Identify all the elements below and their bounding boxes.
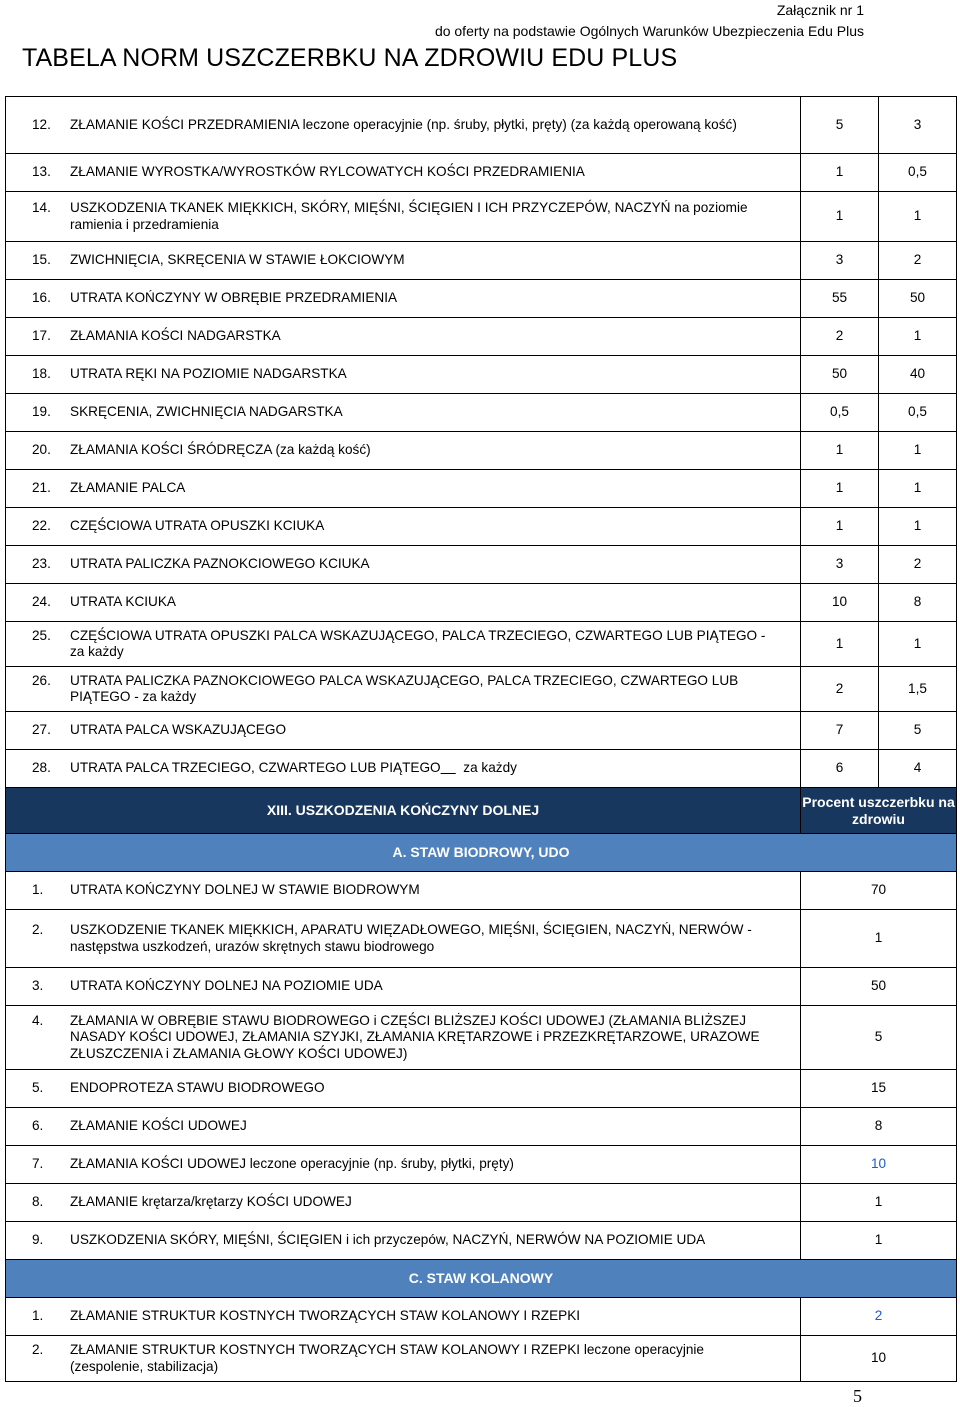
percent-value: 1 <box>801 910 957 968</box>
value-col-2: 2 <box>879 242 957 280</box>
row-label: ZŁAMANIA KOŚCI ŚRÓDRĘCZA (za każdą kość) <box>70 442 371 458</box>
row-number: 1. <box>32 1308 44 1324</box>
rows-section-a <box>6 872 957 1260</box>
row-description <box>6 546 801 584</box>
row-label: ZŁAMANIE KOŚCI PRZEDRAMIENIA leczone operacyjnie (np. śruby, płytki, pręty) (za każdą operowaną kość) <box>70 116 737 132</box>
value-col-1: 0,5 <box>801 394 879 432</box>
value-col-2: 1 <box>879 470 957 508</box>
row-label: UTRATA PALICZKA PAZNOKCIOWEGO KCIUKA <box>70 556 370 572</box>
percent-header: Procent uszczerbku na zdrowiu <box>801 788 957 834</box>
value-col-2: 8 <box>879 584 957 622</box>
value-col-1: 2 <box>801 318 879 356</box>
table-row <box>6 154 957 192</box>
row-number: 16. <box>32 290 51 306</box>
section-c-title: C. STAW KOLANOWY <box>6 1260 957 1298</box>
value-col-2: 1 <box>879 622 957 667</box>
percent-value: 10 <box>801 1146 957 1184</box>
table-row <box>6 97 957 154</box>
row-label: UTRATA KOŃCZYNY DOLNEJ NA POZIOMIE UDA <box>70 978 383 994</box>
row-number: 19. <box>32 404 51 420</box>
value-col-1: 3 <box>801 242 879 280</box>
section-a-title: A. STAW BIODROWY, UDO <box>6 834 957 872</box>
row-number: 26. <box>32 672 51 688</box>
row-description <box>6 470 801 508</box>
row-label: UTRATA RĘKI NA POZIOMIE NADGARSTKA <box>70 366 347 382</box>
row-number: 17. <box>32 328 51 344</box>
row-description <box>6 318 801 356</box>
row-label: UTRATA KCIUKA <box>70 594 176 610</box>
table-row <box>6 242 957 280</box>
row-label-main: UTRATA PALCA TRZECIEGO, CZWARTEGO LUB PIĄTEGO <box>70 760 441 776</box>
row-number: 7. <box>32 1156 44 1172</box>
row-description <box>6 584 801 622</box>
row-description <box>6 1222 801 1260</box>
row-label-gap <box>441 760 456 775</box>
row-number: 24. <box>32 594 51 610</box>
row-label: UTRATA PALICZKA PAZNOKCIOWEGO PALCA WSKAZUJĄCEGO, PALCA TRZECIEGO, CZWARTEGO LUB PIĄTEGO - za każdy <box>70 672 739 704</box>
row-number: 20. <box>32 442 51 458</box>
value-col-1: 1 <box>801 470 879 508</box>
table-row <box>6 750 957 788</box>
value-col-1: 1 <box>801 508 879 546</box>
percent-value: 2 <box>801 1298 957 1336</box>
page-title: TABELA NORM USZCZERBKU NA ZDROWIU EDU PLUS <box>22 44 678 72</box>
value-col-1: 1 <box>801 622 879 667</box>
value-col-2: 5 <box>879 712 957 750</box>
table-row <box>6 470 957 508</box>
row-description <box>6 154 801 192</box>
table-row <box>6 1070 957 1108</box>
row-description <box>6 910 801 968</box>
value-col-2: 50 <box>879 280 957 318</box>
row-number: 2. <box>32 1342 44 1357</box>
row-label: ZŁAMANIE PALCA <box>70 480 186 496</box>
rows-a-body <box>6 97 957 622</box>
row-number: 6. <box>32 1118 44 1134</box>
row-description <box>6 872 801 910</box>
table-row <box>6 432 957 470</box>
row-label: ZWICHNIĘCIA, SKRĘCENIA W STAWIE ŁOKCIOWYM <box>70 252 405 268</box>
row-description <box>6 394 801 432</box>
table-row <box>6 584 957 622</box>
value-col-2: 1 <box>879 432 957 470</box>
row-number: 14. <box>32 200 51 215</box>
row-label: ZŁAMANIA KOŚCI UDOWEJ leczone operacyjnie (np. śruby, płytki, pręty) <box>70 1156 514 1172</box>
row-label: ZŁAMANIE krętarza/krętarzy KOŚCI UDOWEJ <box>70 1194 352 1210</box>
row-number: 13. <box>32 164 51 180</box>
row-description <box>6 192 801 242</box>
section-c-header <box>6 1260 957 1298</box>
row-label: CZĘŚCIOWA UTRATA OPUSZKI PALCA WSKAZUJĄCEGO, PALCA TRZECIEGO, CZWARTEGO LUB PIĄTEGO - za każdy <box>70 627 766 659</box>
row-label: CZĘŚCIOWA UTRATA OPUSZKI KCIUKA <box>70 518 325 534</box>
value-col-2: 1 <box>879 318 957 356</box>
percent-value: 50 <box>801 968 957 1006</box>
value-col-2: 1 <box>879 192 957 242</box>
value-col-2: 3 <box>879 97 957 154</box>
value-col-1: 1 <box>801 154 879 192</box>
percent-value: 1 <box>801 1222 957 1260</box>
value-col-1: 7 <box>801 712 879 750</box>
row-label: ZŁAMANIA KOŚCI NADGARSTKA <box>70 328 281 344</box>
value-col-2: 0,5 <box>879 154 957 192</box>
attachment-label: Załącznik nr 1 <box>776 2 864 18</box>
row-label: SKRĘCENIA, ZWICHNIĘCIA NADGARSTKA <box>70 404 343 420</box>
percent-value: 1 <box>801 1184 957 1222</box>
row-label: ZŁAMANIE KOŚCI UDOWEJ <box>70 1118 247 1134</box>
row-description <box>6 968 801 1006</box>
row-description <box>6 1070 801 1108</box>
row-label-tail: za każdy <box>463 760 517 776</box>
table-row <box>6 508 957 546</box>
row-number: 21. <box>32 480 51 496</box>
section-xiii-title: XIII. USZKODZENIA KOŃCZYNY DOLNEJ <box>6 788 801 834</box>
row-label <box>70 760 800 777</box>
row-number: 8. <box>32 1194 44 1210</box>
row-description <box>6 1336 801 1382</box>
value-col-1: 1 <box>801 432 879 470</box>
row-description <box>6 242 801 280</box>
row-label: ENDOPROTEZA STAWU BIODROWEGO <box>70 1080 325 1096</box>
row-number: 1. <box>32 882 44 898</box>
percent-value: 8 <box>801 1108 957 1146</box>
table-row <box>6 280 957 318</box>
subsection-header-row <box>6 1260 957 1298</box>
rows-section-c <box>6 1298 957 1382</box>
row-number: 9. <box>32 1232 44 1248</box>
row-number: 15. <box>32 252 51 268</box>
percent-value: 15 <box>801 1070 957 1108</box>
table-row <box>6 546 957 584</box>
row-description <box>6 356 801 394</box>
row-label: USZKODZENIA SKÓRY, MIĘŚNI, ŚCIĘGIEN i ich przyczepów, NACZYŃ, NERWÓW NA POZIOMIE UDA <box>70 1232 706 1248</box>
value-col-2: 1,5 <box>879 667 957 712</box>
row-number: 28. <box>32 760 51 776</box>
row-number: 25. <box>32 627 51 643</box>
row-number: 12. <box>32 116 51 132</box>
percent-value: 5 <box>801 1006 957 1070</box>
row-number: 18. <box>32 366 51 382</box>
row-number: 27. <box>32 722 51 738</box>
table-row <box>6 1222 957 1260</box>
row-label: ZŁAMANIE WYROSTKA/WYROSTKÓW RYLCOWATYCH KOŚCI PRZEDRAMIENIA <box>70 164 585 180</box>
table-row <box>6 910 957 968</box>
table-row <box>6 1146 957 1184</box>
subsection-header-row <box>6 834 957 872</box>
row-description <box>6 508 801 546</box>
table-row <box>6 394 957 432</box>
value-col-1: 55 <box>801 280 879 318</box>
percent-value: 70 <box>801 872 957 910</box>
table-row <box>6 1336 957 1382</box>
row-label: ZŁAMANIE STRUKTUR KOSTNYCH TWORZĄCYCH STAW KOLANOWY I RZEPKI <box>70 1308 581 1324</box>
value-col-2: 2 <box>879 546 957 584</box>
row-description <box>6 1184 801 1222</box>
offer-note: do oferty na podstawie Ogólnych Warunków Ubezpieczenia Edu Plus <box>434 23 864 39</box>
value-col-1: 6 <box>801 750 879 788</box>
table-row <box>6 712 957 750</box>
table-row <box>6 318 957 356</box>
row-number: 5. <box>32 1080 44 1096</box>
row-number: 2. <box>32 922 44 937</box>
value-col-2: 1 <box>879 508 957 546</box>
row-label: UTRATA KOŃCZYNY DOLNEJ W STAWIE BIODROWYM <box>70 882 420 898</box>
table-row <box>6 1184 957 1222</box>
table-row <box>6 872 957 910</box>
row-label: USZKODZENIE TKANEK MIĘKKICH, APARATU WIĘZADŁOWEGO, MIĘŚNI, ŚCIĘGIEN, NACZYŃ, NERWÓW - następstwa uszkodzeń, urazów skrętnych stawu biodrowego <box>70 922 752 954</box>
section-header-row <box>6 788 957 834</box>
value-col-1: 3 <box>801 546 879 584</box>
row-description <box>6 1006 801 1070</box>
row-label: USZKODZENIA TKANEK MIĘKKICH, SKÓRY, MIĘŚNI, ŚCIĘGIEN I ICH PRZYCZEPÓW, NACZYŃ na poziomie ramienia i przedramienia <box>70 200 748 232</box>
value-col-2: 0,5 <box>879 394 957 432</box>
value-col-1: 50 <box>801 356 879 394</box>
row-description <box>6 97 801 154</box>
table-row <box>6 1108 957 1146</box>
percent-value: 10 <box>801 1336 957 1382</box>
injury-norms-table <box>5 96 957 1382</box>
table-row <box>6 1006 957 1070</box>
value-col-1: 5 <box>801 97 879 154</box>
value-col-1: 10 <box>801 584 879 622</box>
table-row <box>6 192 957 242</box>
row-label: ZŁAMANIA W OBRĘBIE STAWU BIODROWEGO i CZĘŚCI BLIŻSZEJ KOŚCI UDOWEJ (ZŁAMANIA BLIŻSZEJ NASADY KOŚCI UDOWEJ, ZŁAMANIA SZYJKI, ZŁAMANIA KRĘTARZOWE i PRZEZKRĘTARZOWE, URAZOWE ZŁUSZCZENIA i ZŁAMANIA GŁOWY KOŚCI UDOWEJ) <box>70 1012 760 1061</box>
rows-25-28 <box>6 622 957 872</box>
row-description <box>6 1146 801 1184</box>
row-description <box>6 1108 801 1146</box>
table-row <box>6 968 957 1006</box>
row-description <box>6 432 801 470</box>
page-number: 5 <box>853 1386 862 1406</box>
row-label: UTRATA KOŃCZYNY W OBRĘBIE PRZEDRAMIENIA <box>70 290 398 306</box>
value-col-2: 4 <box>879 750 957 788</box>
value-col-2: 40 <box>879 356 957 394</box>
row-label: ZŁAMANIE STRUKTUR KOSTNYCH TWORZĄCYCH STAW KOLANOWY I RZEPKI leczone operacyjnie (zespolenie, stabilizacja) <box>70 1342 704 1374</box>
row-label: UTRATA PALCA WSKAZUJĄCEGO <box>70 722 287 738</box>
table-row <box>6 1298 957 1336</box>
row-description <box>6 1298 801 1336</box>
table-row <box>6 622 957 667</box>
value-col-1: 1 <box>801 192 879 242</box>
row-number: 23. <box>32 556 51 572</box>
table-row <box>6 667 957 712</box>
row-number: 3. <box>32 978 44 994</box>
row-number: 4. <box>32 1012 44 1028</box>
table-row <box>6 356 957 394</box>
row-number: 22. <box>32 518 51 534</box>
row-description <box>6 280 801 318</box>
value-col-1: 2 <box>801 667 879 712</box>
